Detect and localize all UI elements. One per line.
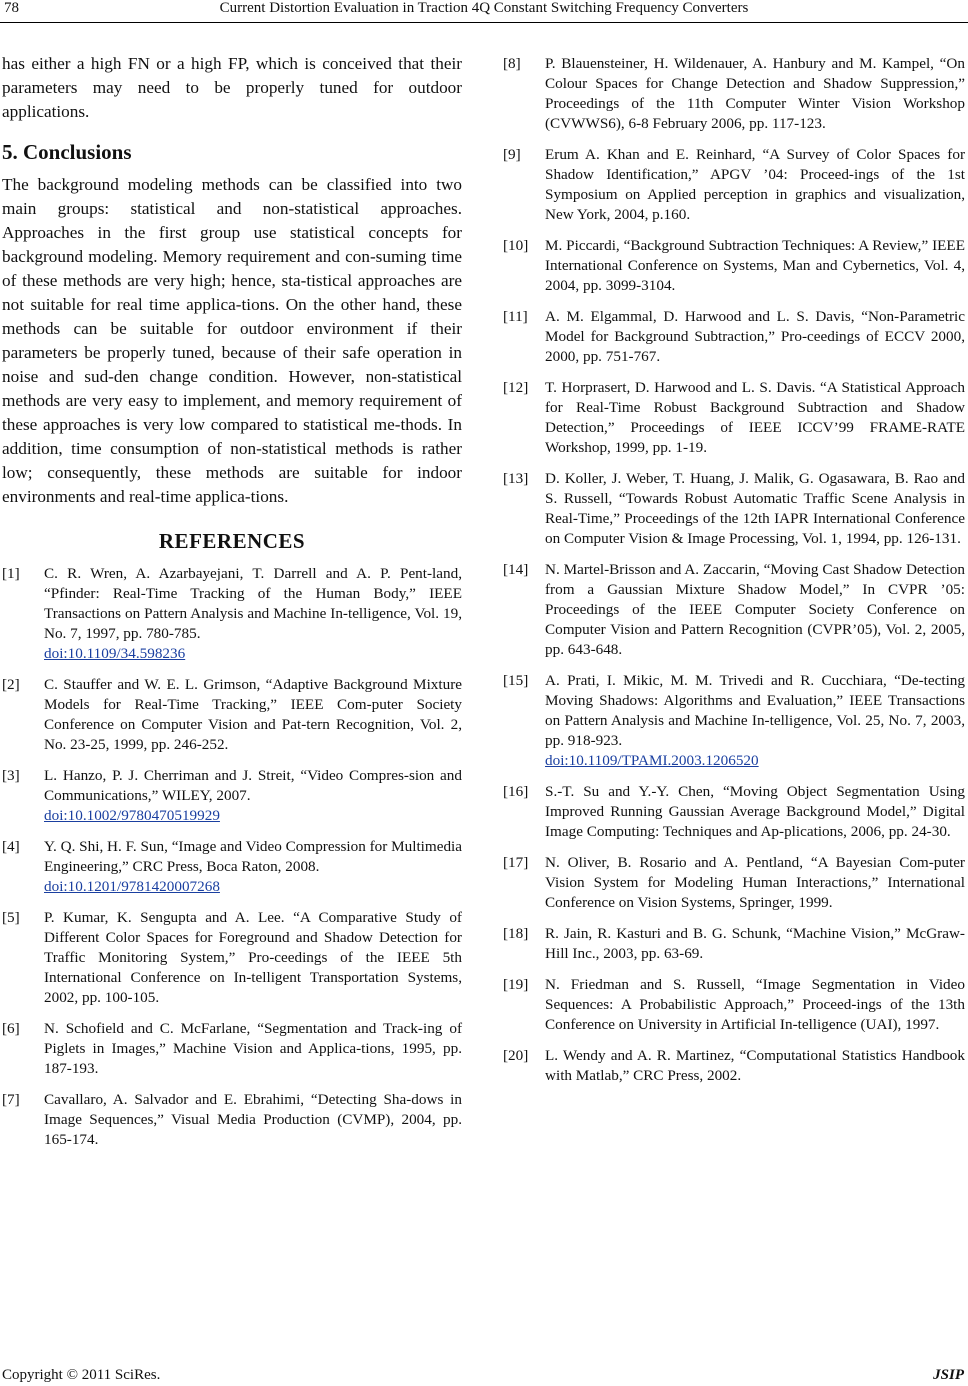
reference-text: Cavallaro, A. Salvador and E. Ebrahimi, “Detecting Sha-dows in Image Sequences,” Visual Media Production (CVMP), 2004, pp. 165-174.	[44, 1091, 462, 1148]
conclusions-heading: 5. Conclusions	[2, 140, 132, 164]
conclusions-body: The background modeling methods can be classified into two main groups: statistical and non-statistical approaches. Approaches in the first group use statistical concepts for background modeling. Memory requirement and con-suming time of these methods are very high; hence, sta-tistical approaches are not suitable for real time applica-tions. On the other hand, these methods can be suitable for outdoor environment if their parameters be properly tuned, because of their safe operation in noise and sud-den change condition. However, non-statistical methods are very easy to implement, and memory requirement of these approaches is very low compared to statistical me-thods. In addition, time consumption of non-statistical methods is rather low; consequently, these methods are suitable for indoor environments and real-time applica-tions.	[2, 175, 462, 506]
footer-journal: JSIP	[933, 1367, 964, 1383]
reference-text: M. Piccardi, “Background Subtraction Techniques: A Review,” IEEE International Conference on Systems, Man and Cybernetics, Vol. 4, 2004, pp. 3099-3104.	[545, 237, 965, 294]
reference-text: A. M. Elgammal, D. Harwood and L. S. Davis, “Non-Parametric Model for Background Subtraction,” Pro-ceedings of ECCV 2000, 2000, pp. 751-767.	[545, 308, 965, 365]
reference-text: P. Kumar, K. Sengupta and A. Lee. “A Comparative Study of Different Color Spaces for Foreground and Shadow Detection for Traffic Monitoring System,” Pro-ceedings of the IEEE 5th International Conference on In-telligent Transportation Systems, 2002, pp. 100-105.	[44, 909, 462, 1006]
reference-number: [7]	[2, 1091, 20, 1108]
reference-text: R. Jain, R. Kasturi and B. G. Schunk, “Machine Vision,” McGraw-Hill Inc., 2003, pp. 63-69.	[545, 925, 965, 962]
reference-number: [16]	[503, 783, 529, 800]
reference-number: [14]	[503, 561, 529, 578]
reference-text: T. Horprasert, D. Harwood and L. S. Davis. “A Statistical Approach for Real-Time Robust Background Subtraction and Shadow Detection,” Proceedings of IEEE ICCV’99 FRAME-RATE Workshop, 1999, pp. 1-19.	[545, 379, 965, 456]
reference-number: [18]	[503, 925, 529, 942]
reference-text: A. Prati, I. Mikic, M. M. Trivedi and R. Cucchiara, “De-tecting Moving Shadows: Algorithms and Evaluation,” IEEE Transactions on Pattern Analysis and Machine In-telligence, Vol. 25, No. 7, 2003, pp. 918-923.	[545, 672, 965, 749]
reference-number: [2]	[2, 676, 20, 693]
header-rule	[0, 22, 968, 23]
reference-item	[503, 853, 965, 913]
reference-number: [20]	[503, 1047, 529, 1064]
reference-text: N. Martel-Brisson and A. Zaccarin, “Moving Cast Shadow Detection from a Gaussian Mixture Shadow Model,” In CVPR ’05: Proceedings of the IEEE Computer Society Conference on Computer Vision and Pattern Recognition (CVPR’05), Vol. 2, 2005, pp. 643-648.	[545, 561, 965, 658]
page-number: 78	[4, 0, 19, 16]
reference-item	[503, 782, 965, 842]
reference-text: N. Oliver, B. Rosario and A. Pentland, “A Bayesian Com-puter Vision System for Modeling Human Interactions,” International Conference on Vision Systems, Springer, 1999.	[545, 854, 965, 911]
reference-number: [15]	[503, 672, 529, 689]
reference-number: [6]	[2, 1020, 20, 1037]
reference-number: [9]	[503, 146, 521, 163]
reference-item	[2, 766, 462, 826]
footer-copyright: Copyright © 2011 SciRes.	[2, 1367, 161, 1383]
reference-number: [4]	[2, 838, 20, 855]
reference-item	[2, 1019, 462, 1079]
reference-text: Erum A. Khan and E. Reinhard, “A Survey of Color Spaces for Shadow Identification,” APGV ’04: Proceed-ings of the 1st Symposium on Applied perception in graphics and visualization, New York, 2004, p.160.	[545, 146, 965, 223]
reference-text: L. Wendy and A. R. Martinez, “Computational Statistics Handbook with Matlab,” CRC Press, 2002.	[545, 1047, 965, 1084]
reference-number: [12]	[503, 379, 529, 396]
reference-item	[2, 564, 462, 664]
reference-number: [1]	[2, 565, 20, 582]
reference-text: P. Blauensteiner, H. Wildenauer, A. Hanbury and M. Kampel, “On Colour Spaces for Change Detection and Shadow Suppression,” Proceedings of the 11th Computer Winter Vision Workshop (CVWWS6), 6-8 February 2006, pp. 117-123.	[545, 55, 965, 132]
reference-text: Y. Q. Shi, H. F. Sun, “Image and Video Compression for Multimedia Engineering,” CRC Press, Boca Raton, 2008.	[44, 838, 462, 875]
reference-item	[2, 837, 462, 897]
reference-text: N. Friedman and S. Russell, “Image Segmentation in Video Sequences: A Probabilistic Approach,” Proceed-ings of the 13th Conference on University in Artificial In-telligence (UAI), 1997.	[545, 976, 965, 1033]
running-title: Current Distortion Evaluation in Traction 4Q Constant Switching Frequency Converters	[219, 0, 749, 16]
intro-paragraph: has either a high FN or a high FP, which is conceived that their parameters may need to be properly tuned for outdoor applications.	[2, 54, 462, 121]
reference-item	[503, 469, 965, 549]
left-column	[2, 52, 462, 1161]
reference-number: [5]	[2, 909, 20, 926]
reference-number: [3]	[2, 767, 20, 784]
reference-item	[2, 675, 462, 755]
reference-item	[503, 560, 965, 660]
reference-text: L. Hanzo, P. J. Cherriman and J. Streit, “Video Compres-sion and Communications,” WILEY, 2007.	[44, 767, 462, 804]
reference-item	[503, 378, 965, 458]
reference-number: [13]	[503, 470, 529, 487]
reference-text: C. R. Wren, A. Azarbayejani, T. Darrell and A. P. Pent-land, “Pfinder: Real-Time Tracking of the Human Body,” IEEE Transactions on Pattern Analysis and Machine In-telligence, Vol. 19, No. 7, 1997, pp. 780-785.	[44, 565, 462, 642]
reference-item	[503, 236, 965, 296]
reference-number: [17]	[503, 854, 529, 871]
reference-item	[503, 671, 965, 771]
reference-item	[2, 908, 462, 1008]
reference-item	[503, 1046, 965, 1086]
reference-doi-link[interactable]: doi:10.1201/9781420007268	[44, 878, 220, 895]
reference-doi-link[interactable]: doi:10.1002/9780470519929	[44, 807, 220, 824]
reference-item	[2, 1090, 462, 1150]
references-list-left	[2, 564, 462, 1150]
reference-text: C. Stauffer and W. E. L. Grimson, “Adaptive Background Mixture Models for Real-Time Tracking,” IEEE Com-puter Society Conference on Computer Vision and Pat-tern Recognition, Vol. 2, No. 23-25, 1999, pp. 246-252.	[44, 676, 462, 753]
reference-item	[503, 54, 965, 134]
reference-item	[503, 975, 965, 1035]
reference-number: [8]	[503, 55, 521, 72]
reference-number: [10]	[503, 237, 529, 254]
references-heading: REFERENCES	[158, 529, 306, 553]
reference-item	[503, 307, 965, 367]
reference-text: N. Schofield and C. McFarlane, “Segmentation and Track-ing of Piglets in Images,” Machine Vision and Applica-tions, 1995, pp. 187-193.	[44, 1020, 462, 1077]
reference-number: [11]	[503, 308, 528, 325]
references-list-right	[503, 54, 965, 1086]
reference-item	[503, 924, 965, 964]
reference-text: D. Koller, J. Weber, T. Huang, J. Malik, G. Ogasawara, B. Rao and S. Russell, “Towards Robust Automatic Traffic Scene Analysis in Real-Time,” Proceedings of the 12th IAPR International Conference on Computer Vision & Image Processing, Vol. 1, 1994, pp. 126-131.	[545, 470, 965, 547]
reference-text: S.-T. Su and Y.-Y. Chen, “Moving Object Segmentation Using Improved Running Gaussian Average Background Model,” Digital Image Computing: Techniques and Ap-plications, 2006, pp. 24-30.	[545, 783, 965, 840]
reference-doi-link[interactable]: doi:10.1109/TPAMI.2003.1206520	[545, 752, 759, 769]
reference-number: [19]	[503, 976, 529, 993]
reference-doi-link[interactable]: doi:10.1109/34.598236	[44, 645, 186, 662]
right-column	[503, 54, 965, 1097]
reference-item	[503, 145, 965, 225]
